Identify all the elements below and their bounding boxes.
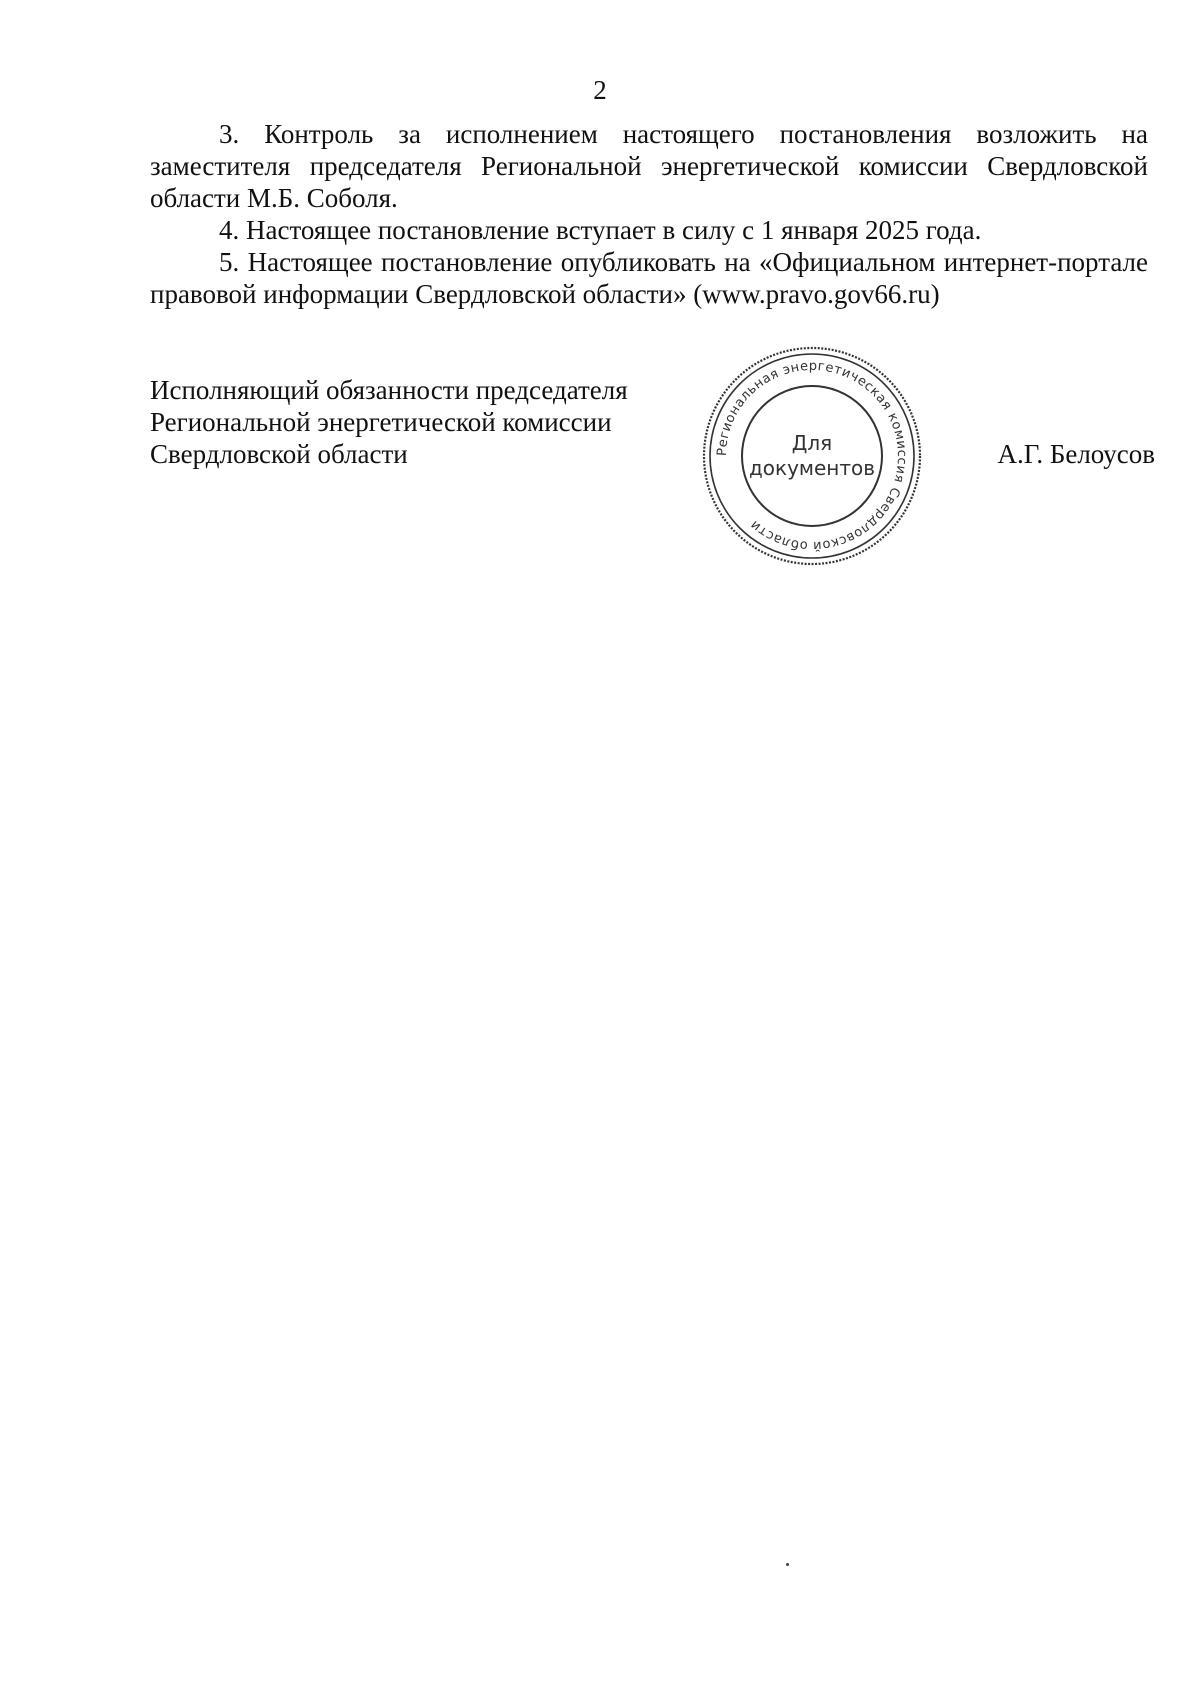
paragraph-3: 3. Контроль за исполнением настоящего постановления возложить на заместителя председателя Региональной энергетической комиссии Свердловской области М.Б. Соболя.	[150, 119, 1148, 213]
signatory-name: А.Г. Белоусов	[997, 439, 1155, 469]
page-number: 2	[593, 75, 607, 105]
signature-block	[150, 374, 670, 470]
stamp-center-line1: Для	[791, 431, 833, 455]
stamp-center-line2: документов	[748, 456, 876, 480]
stamp-ring-text: Региональная энергетическая комиссия Свердловской области	[714, 358, 910, 554]
scan-speck	[786, 1563, 789, 1566]
paragraph-5: 5. Настоящее постановление опубликовать на «Официальном интернет-портале правовой информации Свердловской области» (www.pravo.gov66.ru)	[150, 247, 1148, 309]
signatory-title-line: Свердловской области	[150, 439, 408, 469]
official-seal-stamp	[700, 344, 924, 568]
signatory-title-line: Исполняющий обязанности председателя	[150, 375, 628, 405]
signatory-title-line: Региональной энергетической комиссии	[150, 407, 612, 437]
paragraph-4: 4. Настоящее постановление вступает в силу с 1 января 2025 года.	[219, 215, 982, 245]
document-body	[150, 118, 1148, 310]
